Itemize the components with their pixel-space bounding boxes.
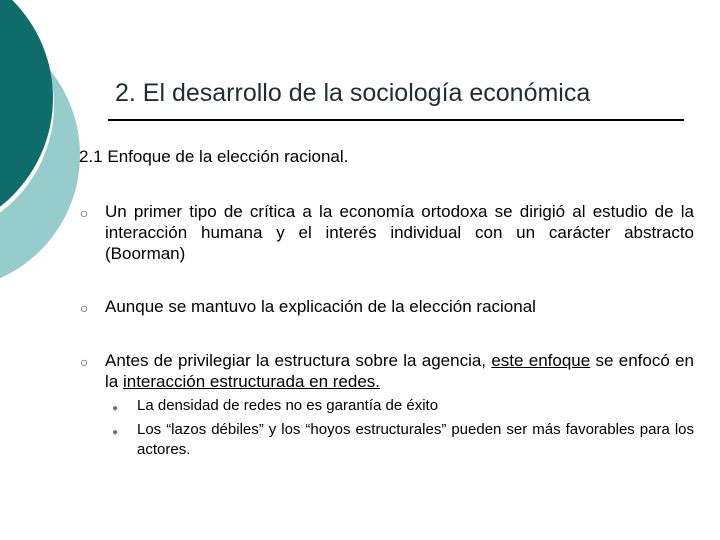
underlined-phrase-redes: interacción estructurada en redes. [122, 372, 381, 391]
filled-dot-icon: ● [112, 403, 119, 414]
bullet-text-part: Antes de privilegiar la estructura sobre la agencia, [105, 351, 492, 370]
section-heading: 2.1 Enfoque de la elección racional. [79, 147, 349, 166]
sub-bullet-text: Los “lazos débiles” y los “hoyos estructurales” pueden ser más favorables para los actores. [137, 421, 694, 458]
bullet-text: Aunque se mantuvo la explicación de la elección racional [105, 297, 536, 316]
sub-bullet-text: La densidad de redes no es garantía de éxito [137, 397, 439, 414]
sub-bullet-item [112, 420, 694, 460]
hollow-circle-icon: ○ [80, 300, 89, 316]
hollow-circle-icon: ○ [80, 205, 89, 221]
hollow-circle-icon: ○ [80, 354, 89, 370]
bullet-item [80, 296, 694, 317]
bullet-item [80, 201, 694, 264]
slide-title: 2. El desarrollo de la sociología económica [115, 79, 591, 107]
bullet-item [80, 350, 694, 392]
sub-bullet-item [112, 396, 694, 416]
title-underline [108, 119, 684, 121]
bullet-text [105, 350, 694, 392]
bullet-text: Un primer tipo de crítica a la economía ortodoxa se dirigió al estudio de la interacción humana y el interés individual con un carácter abstracto (Boorman) [105, 202, 694, 263]
underlined-phrase-enfoque: este enfoque [491, 351, 591, 370]
filled-dot-icon: ● [112, 427, 119, 438]
bullet-text-part: se enfocó en la [105, 351, 695, 391]
